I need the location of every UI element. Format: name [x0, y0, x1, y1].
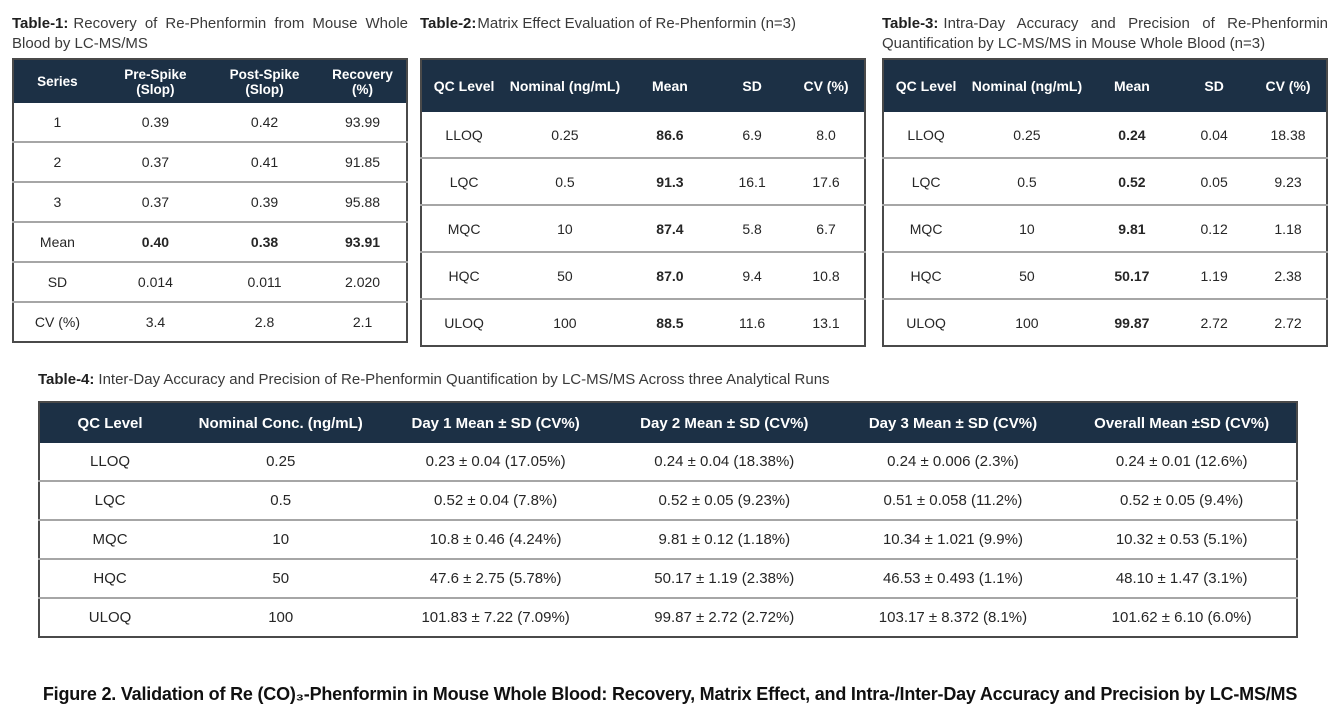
cell: 0.014	[101, 262, 210, 302]
cell: 93.91	[319, 222, 407, 262]
cell: 46.53 ± 0.493 (1.1%)	[839, 559, 1068, 598]
cell: LQC	[39, 481, 180, 520]
table-row	[883, 252, 1327, 299]
col-sd: SD	[1178, 59, 1250, 112]
cell: MQC	[421, 205, 506, 252]
cell: 99.87	[1086, 299, 1179, 346]
cell: 18.38	[1270, 126, 1306, 143]
cell: 10.34 ± 1.021 (9.9%)	[839, 520, 1068, 559]
cell: 0.25	[551, 126, 579, 143]
table-row-sd	[13, 262, 407, 302]
cell: 0.24 ± 0.04 (18.38%)	[654, 453, 795, 470]
cell: 50.17	[1086, 252, 1179, 299]
cell: 10.32 ± 0.53 (5.1%)	[1067, 520, 1297, 559]
table-2-title-text: Matrix Effect Evaluation of Re-Phenformin (n=3)	[477, 15, 797, 32]
cell: 99.87 ± 2.72 (2.72%)	[610, 598, 839, 637]
col-cv: CV (%)	[788, 59, 865, 112]
cell: 0.23 ± 0.04 (17.05%)	[425, 453, 566, 470]
cell: ULOQ	[39, 598, 180, 637]
cell: 0.52 ± 0.05 (9.23%)	[610, 481, 839, 520]
table-3-title-label: Table-3:	[882, 15, 939, 32]
cell: 9.4	[716, 252, 788, 299]
cell: 0.40	[101, 222, 210, 262]
cell: 0.37	[101, 142, 210, 182]
table-row	[421, 299, 865, 346]
table-3	[882, 58, 1328, 347]
cell: LLOQ	[907, 126, 945, 143]
cell: 101.83 ± 7.22 (7.09%)	[381, 598, 610, 637]
cell: 0.04	[1200, 126, 1228, 143]
col-sd: SD	[716, 59, 788, 112]
figure-caption: Figure 2. Validation of Re (CO)₃-Phenformin in Mouse Whole Blood: Recovery, Matrix Effect, and Intra-/Inter-Day Accuracy and Precision by LC-MS/MS	[42, 684, 1298, 704]
cell: 0.12	[1178, 205, 1250, 252]
table-2-title	[420, 14, 866, 58]
table-row	[39, 559, 1297, 598]
cell: 3	[13, 182, 101, 222]
table-3-section	[882, 12, 1328, 347]
col-cv: CV (%)	[1250, 59, 1327, 112]
table-row-cv	[13, 302, 407, 342]
top-tables-row	[12, 12, 1328, 347]
cell: MQC	[883, 205, 968, 252]
table-4-section	[38, 371, 1298, 638]
cell: 50	[180, 559, 381, 598]
col-mean: Mean	[624, 59, 717, 112]
cell: 1.19	[1178, 252, 1250, 299]
cell: 1.18	[1250, 205, 1327, 252]
table-2	[420, 58, 866, 347]
cell: LQC	[421, 158, 506, 205]
cell: 95.88	[319, 182, 407, 222]
col-qc-level: QC Level	[421, 59, 506, 112]
table-row	[883, 299, 1327, 346]
cell: 0.39	[210, 182, 319, 222]
table-row	[13, 182, 407, 222]
table-4	[38, 401, 1298, 638]
cell: 0.25	[266, 453, 296, 470]
col-mean: Mean	[1086, 59, 1179, 112]
cell: 0.38	[210, 222, 319, 262]
table-row	[39, 443, 1297, 481]
cell: 8.0	[816, 126, 836, 143]
cell: 0.24 ± 0.006 (2.3%)	[887, 453, 1019, 470]
table-4-title	[38, 371, 1298, 397]
cell: 101.62 ± 6.10 (6.0%)	[1067, 598, 1297, 637]
cell: LLOQ	[90, 453, 131, 470]
cell: 50.17 ± 1.19 (2.38%)	[610, 559, 839, 598]
table-row	[39, 481, 1297, 520]
col-recovery: Recovery (%)	[319, 59, 407, 103]
cell: LQC	[883, 158, 968, 205]
table-4-title-label: Table-4:	[38, 371, 95, 388]
table-3-header-row	[883, 59, 1327, 112]
cell: 103.17 ± 8.372 (8.1%)	[839, 598, 1068, 637]
cell: 16.1	[716, 158, 788, 205]
cell: 17.6	[788, 158, 865, 205]
cell: 9.81 ± 0.12 (1.18%)	[610, 520, 839, 559]
cell: 48.10 ± 1.47 (3.1%)	[1067, 559, 1297, 598]
col-nominal: Nominal (ng/mL)	[968, 59, 1085, 112]
col-qc-level: QC Level	[39, 402, 180, 443]
table-row	[39, 598, 1297, 637]
table-row-mean	[13, 222, 407, 262]
cell: HQC	[883, 252, 968, 299]
cell: 10	[968, 205, 1085, 252]
cell: 10.8 ± 0.46 (4.24%)	[381, 520, 610, 559]
table-row	[421, 158, 865, 205]
table-row	[421, 112, 865, 158]
table-1	[12, 58, 408, 343]
cell: 93.99	[345, 114, 381, 130]
cell: 0.5	[506, 158, 623, 205]
table-1-title	[12, 14, 408, 58]
table-row	[13, 103, 407, 142]
cell: SD	[13, 262, 101, 302]
table-4-header-row	[39, 402, 1297, 443]
cell: CV (%)	[13, 302, 101, 342]
col-nominal: Nominal (ng/mL)	[506, 59, 623, 112]
table-row	[883, 205, 1327, 252]
cell: 1	[53, 114, 62, 130]
table-1-title-label: Table-1:	[12, 15, 69, 32]
table-row	[421, 205, 865, 252]
cell: 0.011	[210, 262, 319, 302]
table-4-title-text: Inter-Day Accuracy and Precision of Re-Phenformin Quantification by LC-MS/MS Across three Analytical Runs	[98, 371, 830, 388]
cell: 0.24 ± 0.01 (12.6%)	[1115, 453, 1248, 470]
col-day1: Day 1 Mean ± SD (CV%)	[381, 402, 610, 443]
cell: 2.8	[210, 302, 319, 342]
cell: 47.6 ± 2.75 (5.78%)	[381, 559, 610, 598]
cell: 0.39	[141, 114, 170, 130]
cell: 0.52 ± 0.04 (7.8%)	[381, 481, 610, 520]
cell: 0.25	[1013, 126, 1041, 143]
col-day3: Day 3 Mean ± SD (CV%)	[839, 402, 1068, 443]
table-2-title-label: Table-2:	[420, 15, 477, 32]
cell: 91.85	[319, 142, 407, 182]
cell: 91.3	[624, 158, 717, 205]
cell: 0.5	[968, 158, 1085, 205]
cell: 88.5	[624, 299, 717, 346]
cell: 11.6	[716, 299, 788, 346]
cell: 10	[506, 205, 623, 252]
cell: HQC	[39, 559, 180, 598]
cell: 0.24	[1118, 126, 1146, 143]
cell: 0.51 ± 0.058 (11.2%)	[839, 481, 1068, 520]
table-row	[883, 158, 1327, 205]
cell: 9.23	[1250, 158, 1327, 205]
cell: 10	[180, 520, 381, 559]
table-row	[883, 112, 1327, 158]
cell: 5.8	[716, 205, 788, 252]
col-overall: Overall Mean ±SD (CV%)	[1067, 402, 1297, 443]
cell: 86.6	[656, 126, 684, 143]
table-row	[421, 252, 865, 299]
cell: 0.5	[180, 481, 381, 520]
cell: 2.72	[1178, 299, 1250, 346]
cell: 2.1	[319, 302, 407, 342]
table-3-title-text: Intra-Day Accuracy and Precision of Re-Phenformin Quantification by LC-MS/MS in Mouse Whole Blood (n=3)	[882, 15, 1328, 53]
cell: HQC	[421, 252, 506, 299]
cell: 2.72	[1250, 299, 1327, 346]
col-post-spike: Post-Spike (Slop)	[210, 59, 319, 103]
cell: 0.37	[101, 182, 210, 222]
cell: 13.1	[788, 299, 865, 346]
cell: 100	[506, 299, 623, 346]
cell: LLOQ	[445, 126, 483, 143]
cell: Mean	[13, 222, 101, 262]
cell: 3.4	[101, 302, 210, 342]
cell: 87.4	[624, 205, 717, 252]
cell: 50	[506, 252, 623, 299]
cell: 0.41	[210, 142, 319, 182]
cell: 0.52	[1086, 158, 1179, 205]
table-row	[39, 520, 1297, 559]
col-qc-level: QC Level	[883, 59, 968, 112]
table-row	[13, 142, 407, 182]
cell: MQC	[39, 520, 180, 559]
cell: 100	[180, 598, 381, 637]
cell: 87.0	[624, 252, 717, 299]
col-pre-spike: Pre-Spike (Slop)	[101, 59, 210, 103]
cell: 100	[968, 299, 1085, 346]
table-2-header-row	[421, 59, 865, 112]
col-series: Series	[13, 59, 101, 103]
cell: 0.42	[250, 114, 279, 130]
cell: 2.020	[319, 262, 407, 302]
table-3-title	[882, 14, 1328, 58]
cell: 6.9	[742, 126, 762, 143]
cell: 2	[13, 142, 101, 182]
cell: 0.05	[1178, 158, 1250, 205]
cell: 6.7	[788, 205, 865, 252]
table-1-header-row	[13, 59, 407, 103]
cell: 9.81	[1086, 205, 1179, 252]
cell: 0.52 ± 0.05 (9.4%)	[1067, 481, 1297, 520]
cell: 2.38	[1250, 252, 1327, 299]
table-2-section	[420, 12, 866, 347]
table-1-section	[12, 12, 408, 343]
cell: 10.8	[788, 252, 865, 299]
table-1-title-text: Recovery of Re-Phenformin from Mouse Whole Blood by LC-MS/MS	[12, 15, 408, 53]
cell: ULOQ	[421, 299, 506, 346]
col-nominal-conc: Nominal Conc. (ng/mL)	[180, 402, 381, 443]
cell: ULOQ	[883, 299, 968, 346]
cell: 50	[968, 252, 1085, 299]
col-day2: Day 2 Mean ± SD (CV%)	[610, 402, 839, 443]
